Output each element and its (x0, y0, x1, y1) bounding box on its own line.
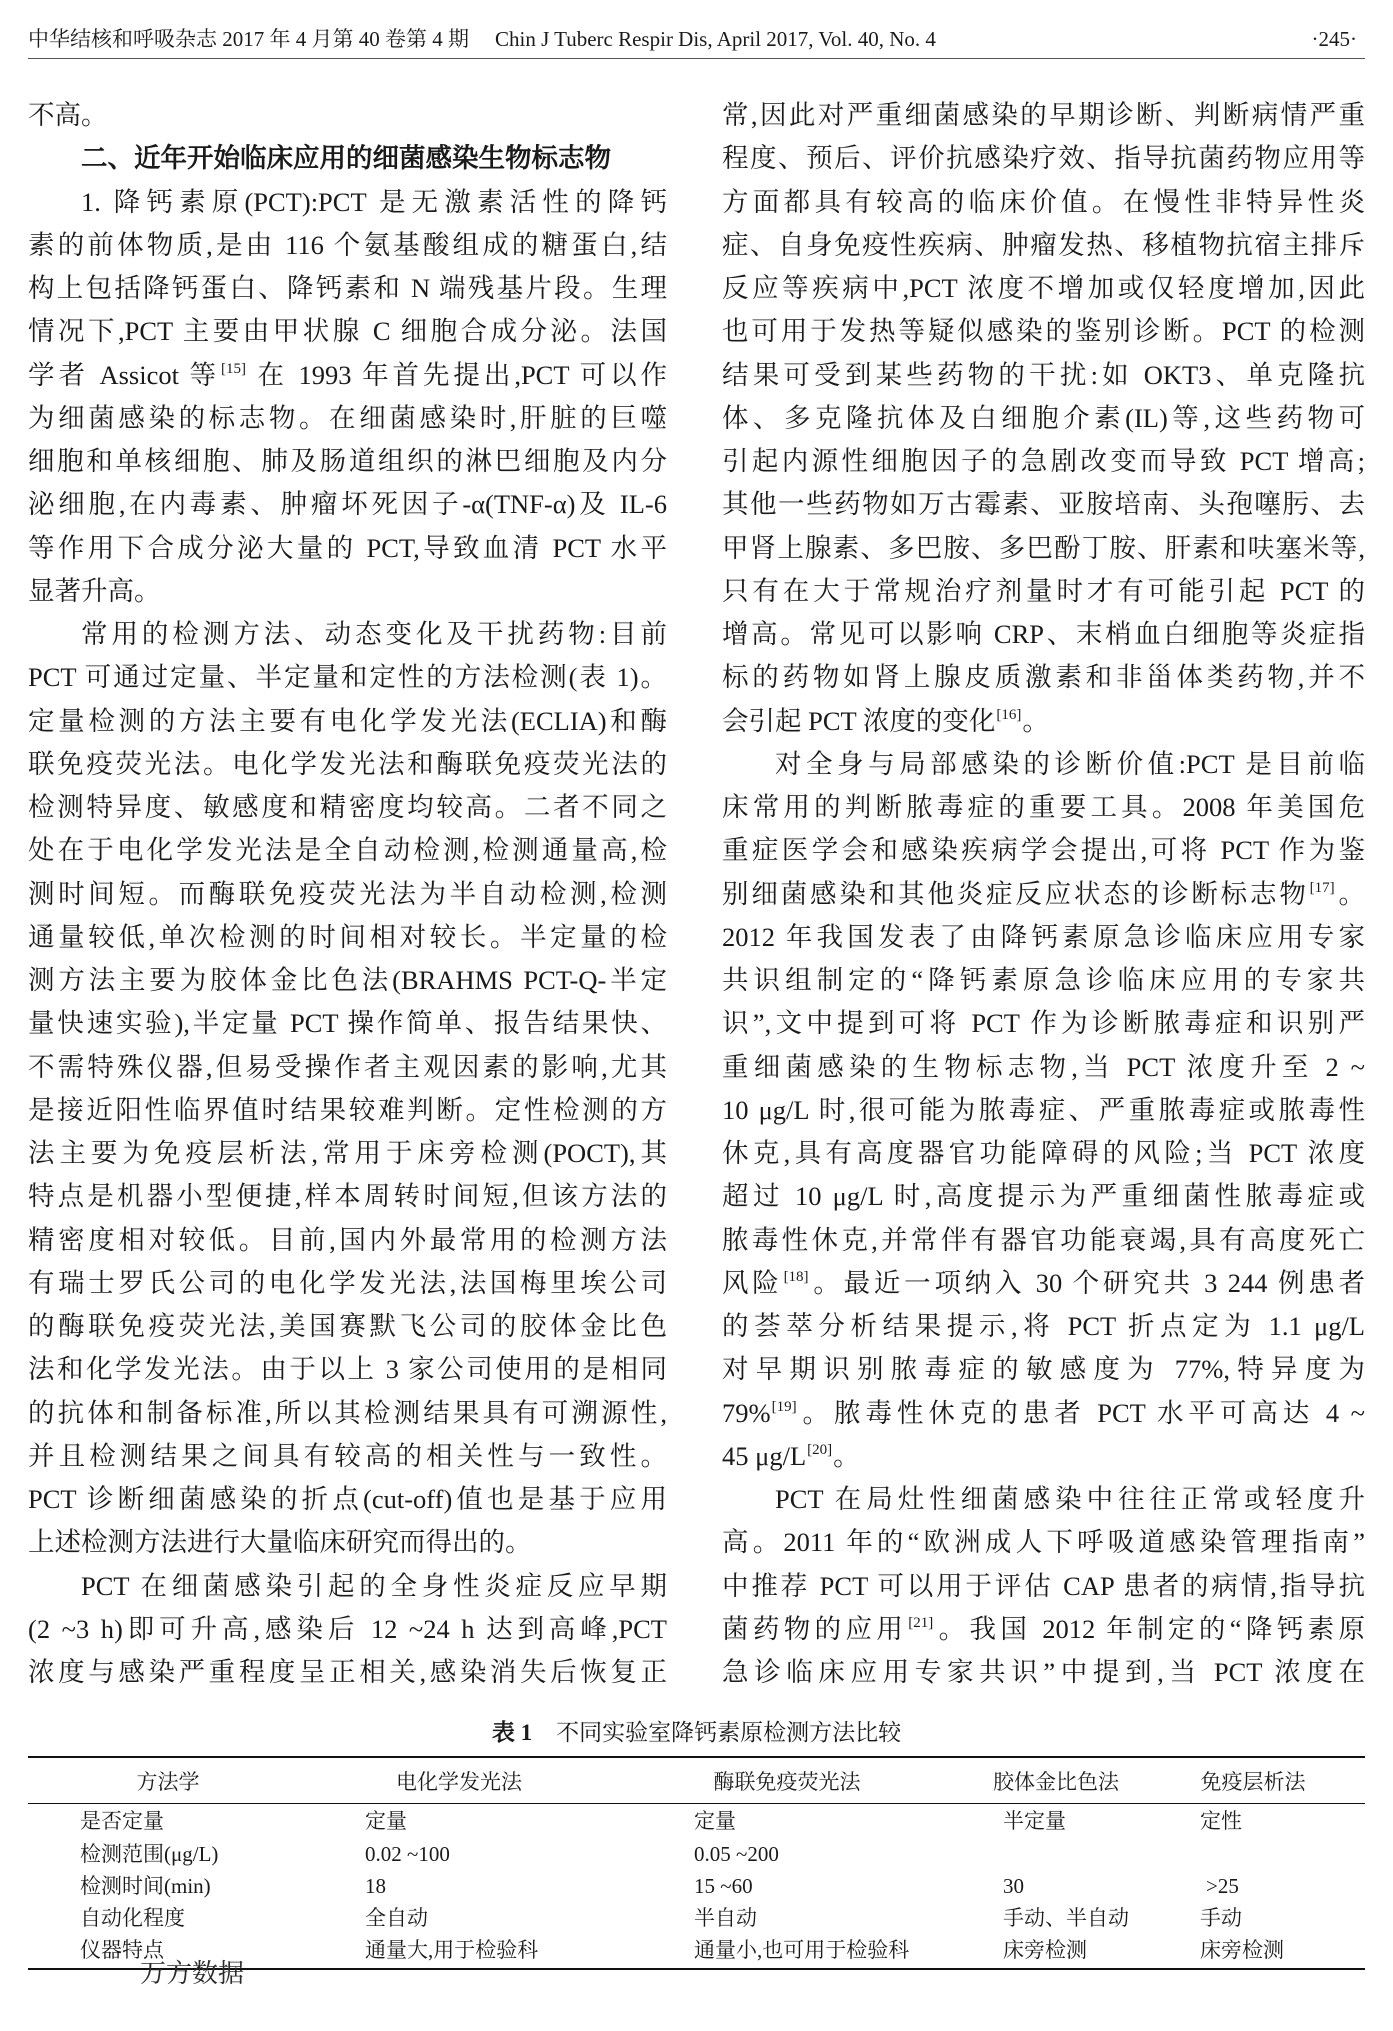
table-top-rule (28, 1756, 1365, 1758)
body-text-line: 处在于电化学发光法是全自动检测,检测通量高,检 (28, 835, 667, 866)
body-text-line: 细胞和单核细胞、肺及肠道组织的淋巴细胞及内分 (28, 446, 667, 476)
table-row (0, 1807, 1393, 1835)
body-text-line: 高。2011 年的“欧洲成人下呼吸道感染管理指南” (722, 1527, 1365, 1558)
column-header: 方法学 (136, 1770, 200, 1794)
reference-citation: [15] (220, 360, 246, 377)
body-text-line: 甲肾上腺素、多巴胺、多巴酚丁胺、肝素和呋塞米等, (722, 532, 1365, 563)
body-text-line: 急诊临床应用专家共识”中提到,当 PCT 浓度在 (722, 1657, 1365, 1687)
table-cell: 手动、半自动 (1003, 1906, 1129, 1930)
text-segment: 。 (1022, 705, 1049, 736)
body-text-line (722, 1392, 1365, 1435)
body-text-line: 体、多克隆抗体及白细胞介素(IL)等,这些药物可 (722, 402, 1365, 433)
body-text-line: 重细菌感染的生物标志物,当 PCT 浓度升至 2 ~ (722, 1051, 1365, 1082)
body-text-line: 有瑞士罗氏公司的电化学发光法,法国梅里埃公司 (28, 1267, 667, 1298)
body-text-line: 为细菌感染的标志物。在细菌感染时,肝脏的巨噬 (28, 402, 667, 433)
body-text-line: 联免疫荧光法。电化学发光法和酶联免疫荧光法的 (28, 748, 667, 779)
table-row (0, 1904, 1393, 1932)
body-text-line: 识”,文中提到可将 PCT 作为诊断脓毒症和识别严 (722, 1008, 1365, 1039)
body-text-line: PCT 可通过定量、半定量和定性的方法检测(表 1)。 (28, 662, 667, 693)
body-text-line: 10 μg/L 时,很可能为脓毒症、严重脓毒症或脓毒性 (722, 1094, 1365, 1125)
body-text-line: 休克,具有高度器官功能障碍的风险;当 PCT 浓度 (722, 1138, 1365, 1168)
text-segment: 79% (722, 1397, 771, 1428)
row-label: 是否定量 (80, 1809, 164, 1833)
body-text-line: 反应等疾病中,PCT 浓度不增加或仅轻度增加,因此 (722, 273, 1365, 303)
body-text-line (722, 700, 1365, 743)
body-text-line: 的抗体和制备标准,所以其检测结果具有可溯源性, (28, 1397, 667, 1428)
text-segment: 。脓毒性休克的患者 PCT 水平可高达 4 ~ (797, 1397, 1365, 1428)
table-cell: 通量小,也可用于检验科 (694, 1938, 910, 1962)
body-text-line: 也可用于发热等疑似感染的鉴别诊断。PCT 的检测 (722, 316, 1365, 347)
header-rule (28, 58, 1365, 59)
body-text-line: 1. 降钙素原(PCT):PCT 是无激素活性的降钙 (81, 186, 667, 217)
journal-title-cn: 中华结核和呼吸杂志 2017 年 4 月第 40 卷第 4 期 (28, 27, 469, 51)
column-header: 电化学发光法 (396, 1770, 522, 1794)
text-segment: 会引起 PCT 浓度的变化 (722, 705, 996, 736)
body-text-line: 构上包括降钙蛋白、降钙素和 N 端残基片段。生理 (28, 273, 667, 303)
table-cell: 30 (1003, 1874, 1024, 1898)
body-text-line: 共识组制定的“降钙素原急诊临床应用的专家共 (722, 965, 1365, 995)
body-text-line: (2 ~3 h)即可升高,感染后 12 ~24 h 达到高峰,PCT (28, 1613, 667, 1644)
table-cell: 床旁检测 (1003, 1938, 1087, 1962)
text-segment: 。 (1335, 878, 1365, 909)
body-text-line: 定量检测的方法主要有电化学发光法(ECLIA)和酶 (28, 705, 667, 736)
body-text-line: 检测特异度、敏感度和精密度均较高。二者不同之 (28, 792, 667, 822)
body-text-line: 对全身与局部感染的诊断价值:PCT 是目前临 (775, 748, 1365, 779)
body-text-line (722, 1608, 1365, 1651)
left-column (28, 94, 667, 1694)
body-text-line: 并且检测结果之间具有较高的相关性与一致性。 (28, 1440, 667, 1471)
text-segment: 风险 (722, 1267, 783, 1298)
table-label: 表 1 (491, 1720, 533, 1745)
column-header: 胶体金比色法 (993, 1770, 1119, 1794)
table-cell: 定量 (365, 1809, 407, 1833)
body-text-line: 程度、预后、评价抗感染疗效、指导抗菌药物应用等 (722, 143, 1365, 174)
body-text-line: 通量较低,单次检测的时间相对较长。半定量的检 (28, 921, 667, 952)
table-cell: 0.02 ~100 (365, 1842, 450, 1866)
body-text-line: PCT 诊断细菌感染的折点(cut-off)值也是基于应用 (28, 1484, 667, 1514)
section-heading: 二、近年开始临床应用的细菌感染生物标志物 (81, 143, 611, 174)
body-text-line: 症、自身免疫性疾病、肿瘤发热、移植物抗宿主排斥 (722, 229, 1365, 260)
body-text-line: 的荟萃分析结果提示,将 PCT 折点定为 1.1 μg/L (722, 1311, 1365, 1341)
body-text-line: 测时间短。而酶联免疫荧光法为半自动检测,检测 (28, 878, 667, 909)
text-segment: 别细菌感染和其他炎症反应状态的诊断标志物 (722, 878, 1309, 909)
text-segment: 菌药物的应用 (722, 1613, 908, 1644)
body-text-line: 素的前体物质,是由 116 个氨基酸组成的糖蛋白,结 (28, 229, 667, 260)
body-text-line: 泌细胞,在内毒素、肿瘤坏死因子-α(TNF-α)及 IL-6 (28, 489, 667, 520)
body-text-line: 浓度与感染严重程度呈正相关,感染消失后恢复正 (28, 1657, 667, 1687)
body-text-line: 是接近阳性临界值时结果较难判断。定性检测的方 (28, 1094, 667, 1125)
body-text-line: 常用的检测方法、动态变化及干扰药物:目前 (81, 619, 667, 649)
body-text-line: 对早期识别脓毒症的敏感度为 77%,特异度为 (722, 1354, 1365, 1385)
body-text-line: 法主要为免疫层析法,常用于床旁检测(POCT),其 (28, 1138, 667, 1168)
right-column (722, 94, 1365, 1694)
row-label: 检测范围(μg/L) (80, 1842, 219, 1866)
watermark: 万方数据 (140, 1959, 245, 1989)
table-cell: 定性 (1200, 1809, 1242, 1833)
body-text-line: 引起内源性细胞因子的急剧改变而导致 PCT 增高; (722, 446, 1365, 476)
body-text-line: 脓毒性休克,并常伴有器官功能衰竭,具有高度死亡 (722, 1224, 1365, 1255)
row-label: 自动化程度 (80, 1906, 185, 1930)
body-text-line: 不需特殊仪器,但易受操作者主观因素的影响,尤其 (28, 1051, 667, 1082)
reference-citation: [17] (1309, 879, 1335, 896)
row-label: 仪器特点 (80, 1938, 164, 1962)
body-text-line: 量快速实验),半定量 PCT 操作简单、报告结果快、 (28, 1008, 667, 1039)
body-text-line: PCT 在细菌感染引起的全身性炎症反应早期 (81, 1570, 667, 1601)
reference-citation: [19] (771, 1398, 797, 1415)
body-text-line (28, 354, 667, 397)
body-text-line: 情况下,PCT 主要由甲状腺 C 细胞合成分泌。法国 (28, 316, 667, 347)
reference-citation: [21] (908, 1614, 934, 1631)
body-text-line: 特点是机器小型便捷,样本周转时间短,但该方法的 (28, 1181, 667, 1212)
page-number: ·245· (1311, 27, 1357, 51)
table-cell: 0.05 ~200 (694, 1842, 779, 1866)
table-cell: 半定量 (1003, 1809, 1066, 1833)
table-cell: 通量大,用于检验科 (365, 1938, 539, 1962)
table-header-row (0, 1768, 1393, 1796)
body-text-line: 床常用的判断脓毒症的重要工具。2008 年美国危 (722, 792, 1365, 822)
body-text-line: 标的药物如肾上腺皮质激素和非甾体类药物,并不 (722, 662, 1365, 693)
table-row (0, 1872, 1393, 1900)
table-row (0, 1840, 1393, 1868)
body-text-line: 超过 10 μg/L 时,高度提示为严重细菌性脓毒症或 (722, 1181, 1365, 1212)
text-segment: 。我国 2012 年制定的“降钙素原 (934, 1613, 1365, 1644)
body-text-line: 等作用下合成分泌大量的 PCT,导致血清 PCT 水平 (28, 532, 667, 563)
table-cell: 半自动 (694, 1906, 757, 1930)
body-text-line: 精密度相对较低。目前,国内外最常用的检测方法 (28, 1224, 667, 1255)
table-cell: 手动 (1200, 1906, 1242, 1930)
body-text-line (722, 1262, 1365, 1305)
table-title: 不同实验室降钙素原检测方法比较 (556, 1720, 902, 1745)
table-cell: 15 ~60 (694, 1874, 753, 1898)
body-text-line: 结果可受到某些药物的干扰:如 OKT3、单克隆抗 (722, 359, 1365, 390)
body-text-line: 重症医学会和感染疾病学会提出,可将 PCT 作为鉴 (722, 835, 1365, 866)
column-header: 免疫层析法 (1200, 1770, 1306, 1794)
text-segment: 。最近一项纳入 30 个研究共 3 244 例患者 (809, 1267, 1365, 1298)
table-cell: 18 (365, 1874, 386, 1898)
body-text-line: 常,因此对严重细菌感染的早期诊断、判断病情严重 (722, 100, 1365, 130)
text-segment: 在 1993 年首先提出,PCT 可以作 (246, 359, 667, 390)
text-segment: 学者 Assicot 等 (28, 359, 220, 390)
table-cell: 床旁检测 (1200, 1938, 1284, 1962)
body-text-line: 方面都具有较高的临床价值。在慢性非特异性炎 (722, 186, 1365, 217)
body-text-line: PCT 在局灶性细菌感染中往往正常或轻度升 (775, 1484, 1365, 1514)
body-text-line (722, 1435, 1365, 1478)
body-text-line: 增高。常见可以影响 CRP、末梢血白细胞等炎症指 (722, 619, 1365, 649)
row-label: 检测时间(min) (80, 1874, 211, 1898)
table-cell: 全自动 (365, 1906, 428, 1930)
body-text-line: 上述检测方法进行大量临床研究而得出的。 (28, 1527, 532, 1558)
text-segment: 。 (833, 1440, 860, 1471)
body-text-line: 其他一些药物如万古霉素、亚胺培南、头孢噻肟、去 (722, 489, 1365, 520)
reference-citation: [16] (996, 706, 1022, 723)
reference-citation: [18] (783, 1268, 809, 1285)
body-text-line: 法和化学发光法。由于以上 3 家公司使用的是相同 (28, 1354, 667, 1385)
text-segment: 45 μg/L (722, 1440, 807, 1471)
body-text-line: 只有在大于常规治疗剂量时才有可能引起 PCT 的 (722, 575, 1365, 606)
running-header (28, 26, 936, 52)
table-cell: >25 (1206, 1874, 1239, 1898)
body-text-line: 显著升高。 (28, 575, 161, 606)
reference-citation: [20] (807, 1441, 833, 1458)
journal-title-en: Chin J Tuberc Respir Dis, April 2017, Vol. 40, No. 4 (495, 27, 936, 51)
table-caption (0, 1718, 1393, 1748)
body-text-line: 中推荐 PCT 可以用于评估 CAP 患者的病情,指导抗 (722, 1570, 1365, 1601)
column-header: 酶联免疫荧光法 (713, 1770, 861, 1794)
body-text-line: 的酶联免疫荧光法,美国赛默飞公司的胶体金比色 (28, 1311, 667, 1341)
table-header-rule (28, 1803, 1365, 1804)
body-text-line: 不高。 (28, 100, 108, 130)
table-cell: 定量 (694, 1809, 736, 1833)
body-text-line: 测方法主要为胶体金比色法(BRAHMS PCT-Q-半定 (28, 965, 667, 995)
body-text-line: 2012 年我国发表了由降钙素原急诊临床应用专家 (722, 921, 1365, 952)
body-text-line (722, 873, 1365, 916)
